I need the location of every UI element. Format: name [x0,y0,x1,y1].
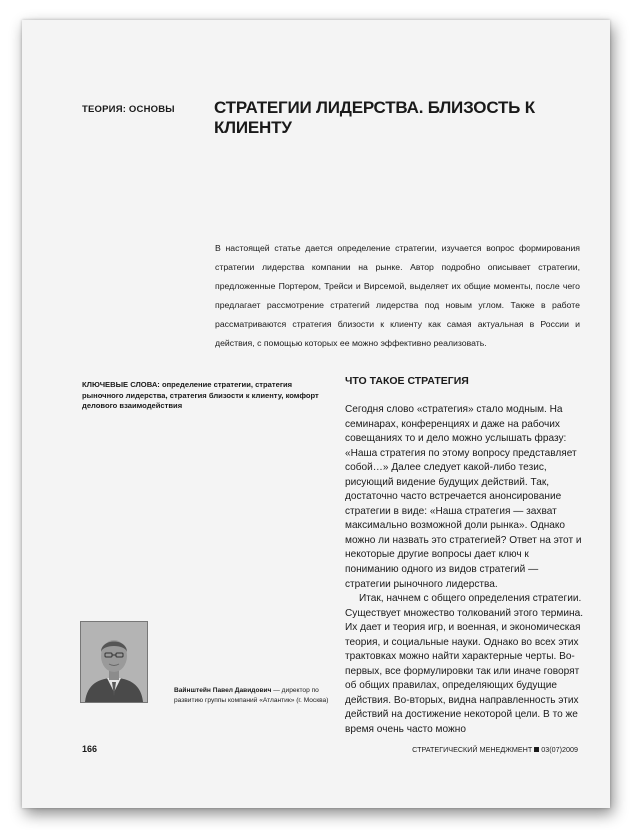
author-caption [174,686,344,706]
section-label: ТЕОРИЯ: ОСНОВЫ [82,104,175,115]
author-name: Вайнштейн Павел Давидович [174,687,272,694]
journal-issue: 03(07)2009 [541,745,578,754]
body-paragraph: Итак, начнем с общего определения стратегии. Существует множество толкований этого термина. Их дает и теория игр, и военная, и экономическая теория, и социальные науки. Однако во всех этих трактовках можно найти характерные черты. Во-первых, все формулировки так или иначе говорят об общих правилах, определяющих будущие действия. Во-вторых, видна направленность этих действий на достижение некоторой цели. В то же время очень часто можно [345,593,583,736]
section-heading: ЧТО ТАКОЕ СТРАТЕГИЯ [345,375,469,387]
journal-page [22,20,610,808]
square-bullet-icon [534,747,539,752]
journal-name: СТРАТЕГИЧЕСКИЙ МЕНЕДЖМЕНТ [412,745,533,754]
author-photo [80,621,148,703]
article-body [345,403,585,738]
body-paragraph: Сегодня слово «стратегия» стало модным. На семинарах, конференциях и даже на рабочих совещаниях то и дело можно услышать фразу: «Наша стратегия по этому вопросу представляет собой…» Далее следует какой-либо тезис, рисующий видение будущих действий. Так, достаточно часто встречается анонсирование стратегии в виде: «Наша стратегия — захват максимально возможной доли рынка». Однако можно ли назвать это стратегией? Ответ на этот и некоторые другие вопросы дает ключ к пониманию одного из видов стратегий — стратегии рыночного лидерства. [345,404,582,590]
article-title: СТРАТЕГИИ ЛИДЕРСТВА. БЛИЗОСТЬ К КЛИЕНТУ [214,98,535,137]
running-footer [412,745,578,754]
article-abstract: В настоящей статье дается определение стратегии, изучается вопрос формирования стратегии лидерства компании на рынке. Автор подробно описывает стратегии, предложенные Портером, Трейси и Вирсемой, выделяет их общие моменты, после чего предлагает рассмотрение стратегий лидерства под новым углом. Также в работе рассматриваются стратегия близости к клиенту как самая актуальная в России и действия, с помощью которых ее можно эффективно реализовать. [215,243,580,348]
keywords: КЛЮЧЕВЫЕ СЛОВА: определение стратегии, стратегия рыночного лидерства, стратегия близости к клиенту, комфорт делового взаимодействия [82,380,319,410]
portrait-image [81,622,147,702]
page-number: 166 [82,744,98,754]
author-role: — директор по развитию группы компаний «Атлантик» (г. Москва) [174,687,329,704]
